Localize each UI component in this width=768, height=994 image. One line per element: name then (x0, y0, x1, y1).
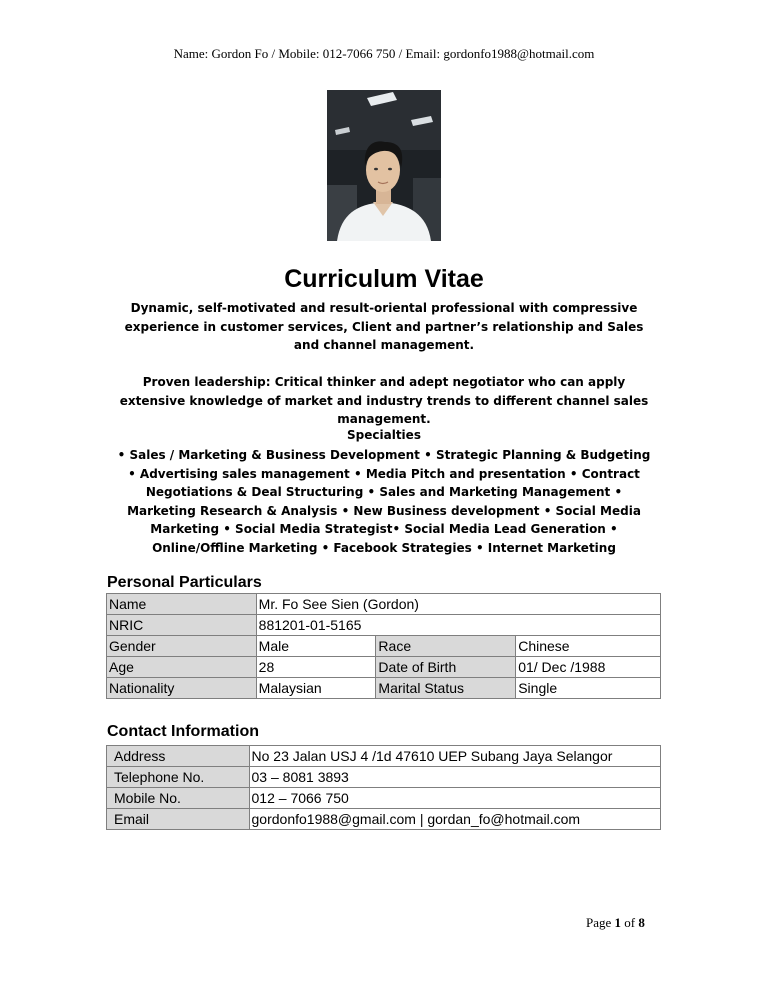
table-row (107, 746, 661, 767)
marital-status-label: Marital Status (376, 678, 516, 699)
specialties-heading: Specialties (347, 428, 421, 442)
telephone-value: 03 – 8081 3893 (249, 767, 660, 788)
profile-photo (327, 90, 441, 241)
table-row (107, 678, 661, 699)
table-row (107, 615, 661, 636)
table-row (107, 594, 661, 615)
address-value: No 23 Jalan USJ 4 /1d 47610 UEP Subang Jaya Selangor (249, 746, 660, 767)
name-value: Mr. Fo See Sien (Gordon) (256, 594, 660, 615)
page-total: 8 (638, 915, 645, 930)
contact-information-heading: Contact Information (107, 723, 259, 740)
intro-paragraph-2: Proven leadership: Critical thinker and adept negotiator who can apply extensive knowledge of market and industry trends to different channel sales management. (119, 375, 649, 426)
email-value: gordonfo1988@gmail.com | gordan_fo@hotmail.com (249, 809, 660, 830)
marital-status-value: Single (516, 678, 661, 699)
gender-label: Gender (107, 636, 257, 657)
contact-information-table (106, 745, 661, 830)
page-number (586, 915, 645, 931)
address-label: Address (107, 746, 250, 767)
nric-value: 881201-01-5165 (256, 615, 660, 636)
table-row (107, 636, 661, 657)
page-word: Page (586, 915, 612, 930)
personal-particulars-heading: Personal Particulars (107, 574, 262, 591)
document-title: Curriculum Vitae (284, 265, 484, 293)
page-current: 1 (614, 915, 622, 930)
telephone-label: Telephone No. (107, 767, 250, 788)
of-word: of (624, 915, 636, 930)
race-label: Race (376, 636, 516, 657)
gender-value: Male (256, 636, 376, 657)
table-row (107, 767, 661, 788)
race-value: Chinese (516, 636, 661, 657)
nationality-label: Nationality (107, 678, 257, 699)
email-label: Email (107, 809, 250, 830)
specialties-list: • Sales / Marketing & Business Development • Strategic Planning & Budgeting • Advertising sales management • Media Pitch and presentation • Contract Negotiations & Deal Structuring • Sales and Marketing Management • Marketing Research & Analysis • New Business development • Social Media Marketing • Social Media Strategist• Social Media Lead Generation • Online/Offline Marketing • Facebook Strategies • Internet Marketing (117, 448, 651, 555)
intro-paragraph-1: Dynamic, self-motivated and result-oriental professional with compressive experience in customer services, Client and partner’s relationship and Sales and channel management. (124, 301, 644, 352)
personal-particulars-table (106, 593, 661, 699)
mobile-value: 012 – 7066 750 (249, 788, 660, 809)
age-label: Age (107, 657, 257, 678)
table-row (107, 788, 661, 809)
page-header: Name: Gordon Fo / Mobile: 012-7066 750 / Email: gordonfo1988@hotmail.com (173, 46, 595, 61)
age-value: 28 (256, 657, 376, 678)
nationality-value: Malaysian (256, 678, 376, 699)
dob-value: 01/ Dec /1988 (516, 657, 661, 678)
nric-label: NRIC (107, 615, 257, 636)
dob-label: Date of Birth (376, 657, 516, 678)
name-label: Name (107, 594, 257, 615)
mobile-label: Mobile No. (107, 788, 250, 809)
table-row (107, 809, 661, 830)
table-row (107, 657, 661, 678)
